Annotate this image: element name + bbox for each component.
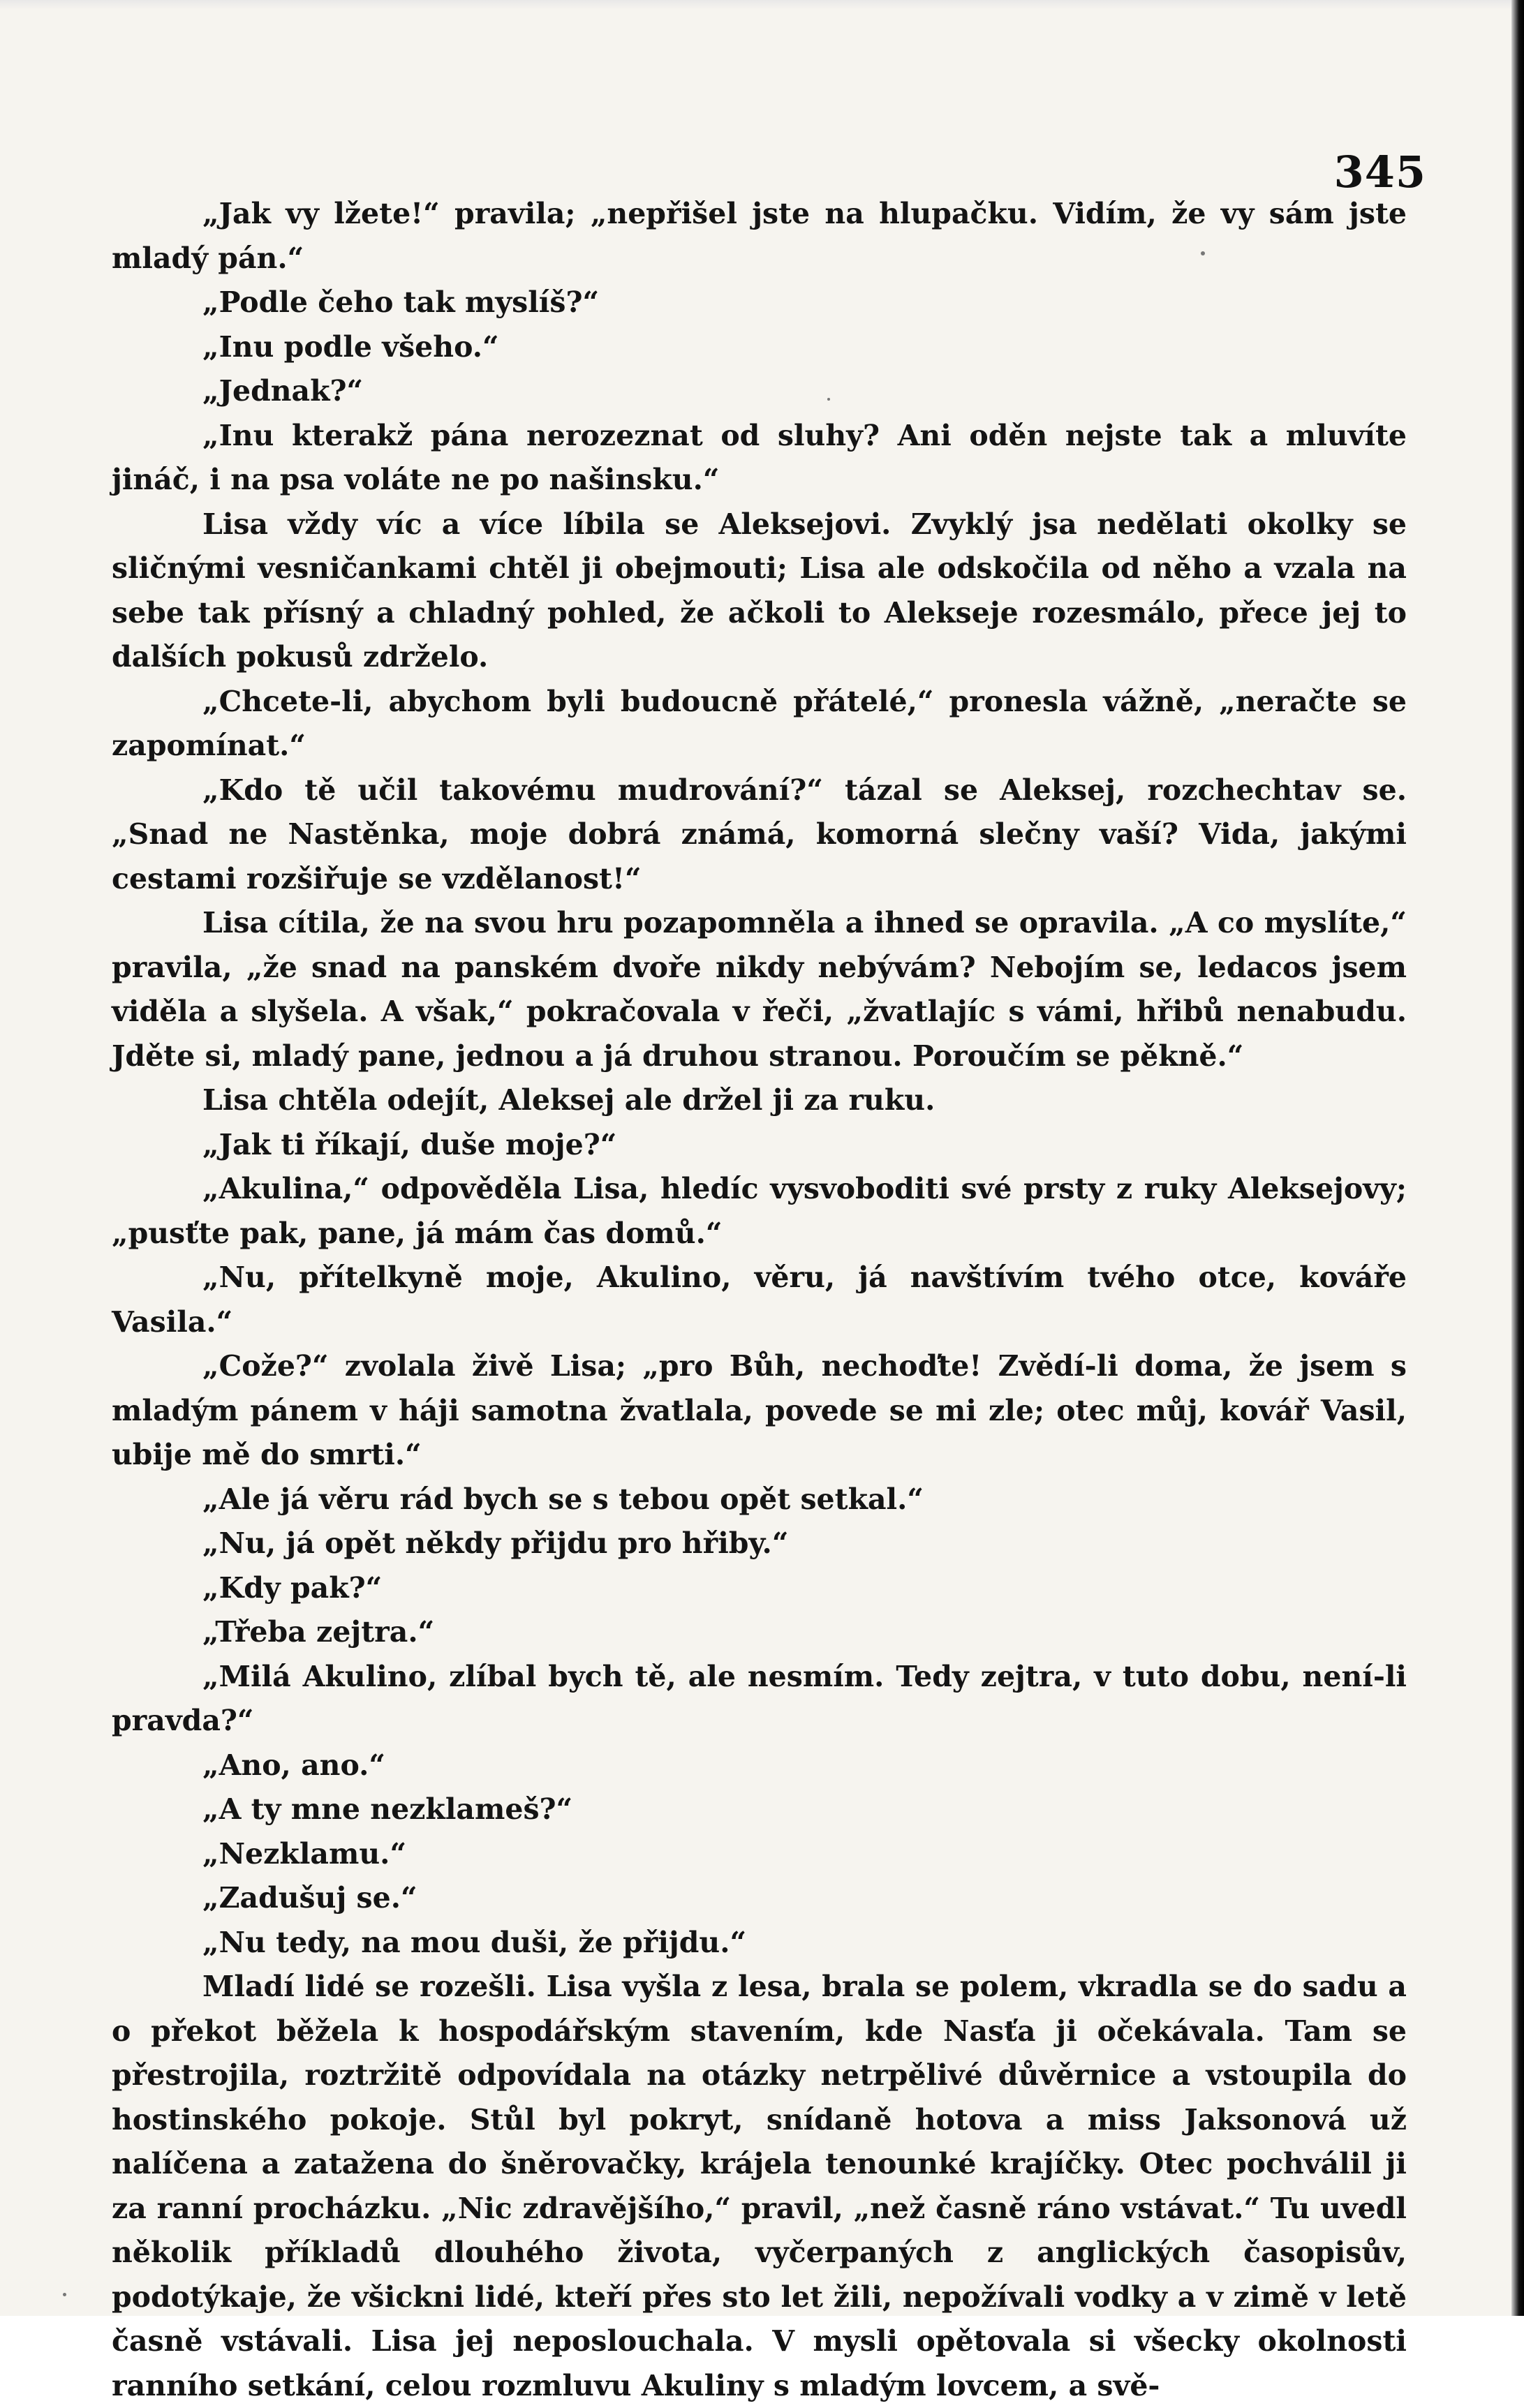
paragraph: „Podle čeho tak myslíš?“ [202, 285, 600, 319]
paragraph: „Jak ti říkají, duše moje?“ [202, 1127, 617, 1161]
paragraph: „Nu tedy, na mou duši, že přijdu.“ [202, 1925, 747, 1959]
paragraph: „Inu podle všeho.“ [202, 329, 499, 364]
paragraph: „Ale já věru rád bych se s tebou opět setkal.“ [202, 1482, 924, 1516]
paragraph: Lisa vždy víc a více líbila se Aleksejovi. Zvyklý jsa nedělati okolky se sličnými vesničankami chtěl ji obejmouti; Lisa ale odskočila od něho a vzala na sebe tak přísný a chladný pohled, že ačkoli to Alekseje rozesmálo, přece jej to dalších pokusů zdrželo. [112, 507, 1407, 674]
paragraph: „Chcete-li, abychom byli budoucně přátelé,“ pronesla vážně, „neračte se zapomínat.“ [112, 684, 1407, 762]
paragraph: „Kdy pak?“ [202, 1570, 383, 1605]
paragraph: „Ano, ano.“ [202, 1748, 385, 1782]
paragraph: „Nu, přítelkyně moje, Akulino, věru, já navštívím tvého otce, kováře Vasila.“ [112, 1261, 1407, 1339]
page-top-edge [0, 0, 1524, 10]
scan-speck [827, 398, 830, 401]
paragraph: „Milá Akulino, zlíbal bych tě, ale nesmím. Tedy zejtra, v tuto dobu, není-li pravda?“ [112, 1659, 1407, 1737]
body-text [112, 192, 1407, 2408]
paragraph: „Třeba zejtra.“ [202, 1615, 435, 1649]
paragraph: „Nu, já opět někdy přijdu pro hřiby.“ [202, 1526, 789, 1560]
paragraph: Lisa chtěla odejít, Aleksej ale držel ji za ruku. [202, 1083, 935, 1117]
scan-speck [1201, 251, 1205, 255]
paragraph: Mladí lidé se rozešli. Lisa vyšla z lesa, brala se polem, vkradla se do sadu a o překot běžela k hospodářským stavením, kde Nasťa ji očekávala. Tam se přestrojila, roztržitě odpovídala na otázky netrpělivé důvěrnice a vstoupila do hostinského pokoje. Stůl byl pokryt, snídaně hotova a miss Jaksonová už nalíčena a zatažena do šněrovačky, krájela tenounké krajíčky. Otec pochválil ji za ranní procházku. „Nic zdravějšího,“ pravil, „než časně ráno vstávat.“ Tu uvedl několik příkladů dlouhého života, vyčerpaných z anglických časopisův, podotýkaje, že všickni lidé, kteří přes sto let žili, nepožívali vodky a v zimě v letě časně vstávali. Lisa jej neposlouchala. V mysli opětovala si všecky okolnosti ranního setkání, celou rozmluvu Akuliny s mladým lovcem, a svě- [112, 1970, 1407, 2402]
paragraph: „Jak vy lžete!“ pravila; „nepřišel jste na hlupačku. Vidím, že vy sám jste mladý pán.“ [112, 197, 1407, 275]
scan-speck [63, 2293, 66, 2296]
paragraph: „A ty mne nezklameš?“ [202, 1792, 573, 1826]
paragraph: „Kdo tě učil takovému mudrování?“ tázal se Aleksej, rozchechtav se. „Snad ne Nastěnka, moje dobrá známá, komorná slečny vaší? Vida, jakými cestami rozšiřuje se vzdělanost!“ [112, 773, 1407, 895]
paragraph: „Cože?“ zvolala živě Lisa; „pro Bůh, nechoďte! Zvědí-li doma, že jsem s mladým pánem v háji samotna žvatlala, povede se mi zle; otec můj, kovář Vasil, ubije mě do smrti.“ [112, 1349, 1407, 1471]
paragraph: „Zadušuj se.“ [202, 1881, 417, 1915]
page-right-edge [1511, 0, 1524, 2316]
paragraph: „Akulina,“ odpověděla Lisa, hledíc vysvoboditi své prsty z ruky Aleksejovy; „pusťte pak, pane, já mám čas domů.“ [112, 1172, 1407, 1250]
paragraph: „Nezklamu.“ [202, 1836, 407, 1871]
paragraph: Lisa cítila, že na svou hru pozapomněla a ihned se opravila. „A co myslíte,“ pravila, „že snad na panském dvoře nikdy nebývám? Nebojím se, ledacos jsem viděla a slyšela. A však,“ pokračovala v řeči, „žvatlajíc s vámi, hřibů nenabudu. Jděte si, mladý pane, jednou a já druhou stranou. Poroučím se pěkně.“ [112, 906, 1407, 1073]
paragraph: „Jednak?“ [202, 374, 364, 408]
page-number: 345 [1333, 147, 1426, 198]
paragraph: „Inu kterakž pána nerozeznat od sluhy? Ani oděn nejste tak a mluvíte jináč, i na psa voláte ne po našinsku.“ [112, 418, 1407, 496]
